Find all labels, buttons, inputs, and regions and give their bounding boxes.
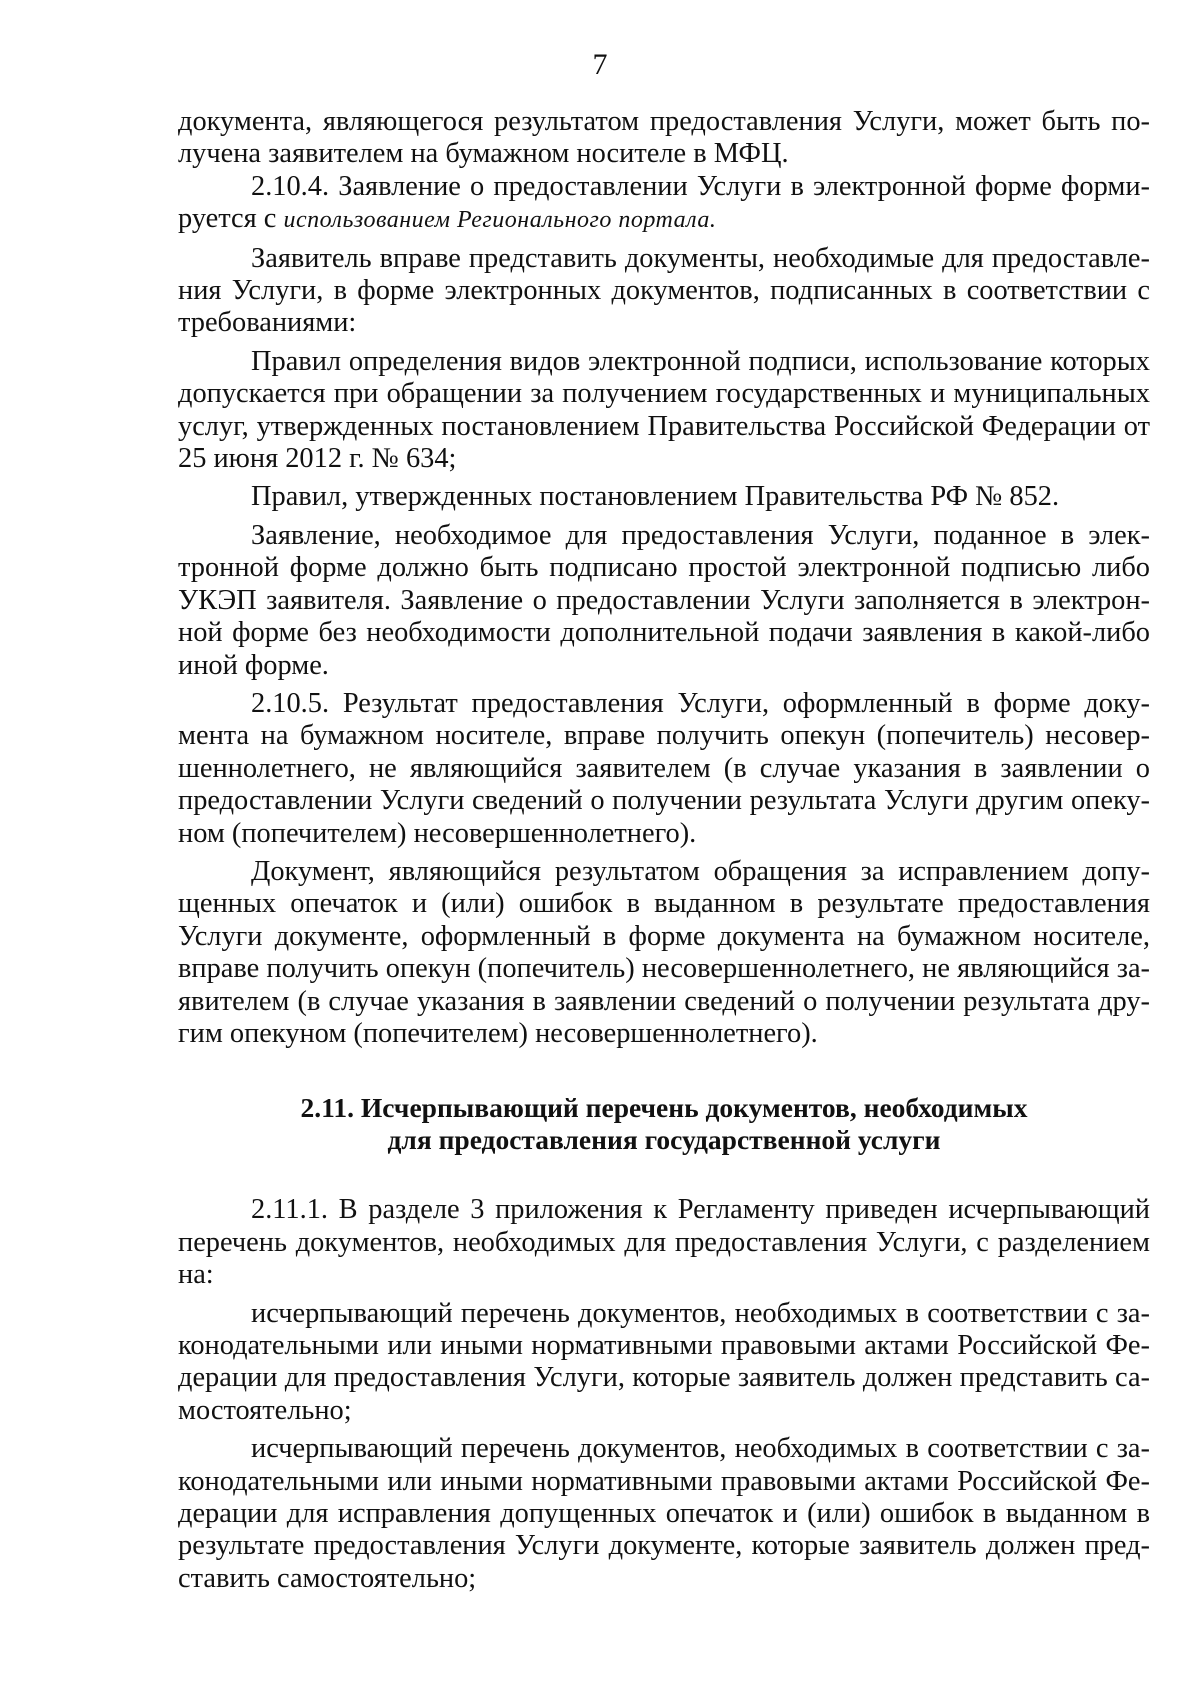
section-heading-line-1: 2.11. Исчерпывающий перечень документов, необходимых (300, 1092, 1028, 1124)
paragraph-rules-852: Правил, утвержденных постановлением Правительства РФ № 852. (251, 481, 1060, 513)
paragraph-applicant-right: Заявитель вправе представить документы, необходимые для предоставле-ния Услуги, в форме электронных документов, подписанных в соответствии с требованиями: (178, 242, 1150, 339)
section-heading-line-2: для предоставления государственной услуги (387, 1124, 941, 1156)
paragraph-continuation: документа, являющегося результатом предоставления Услуги, может быть по-лучена заявителем на бумажном носителе в МФЦ. (178, 106, 1150, 170)
list-item-documents-for-correction: исчерпывающий перечень документов, необходимых в соответствии с за-конодательными или иными нормативными правовыми актами Российской Фе-дерации для исправления допущенных опечаток и (или) ошибок в выданном в результате предоставления Услуги документе, которые заявитель должен пред-ставить самостоятельно; (178, 1433, 1150, 1594)
paragraph-2-10-4-italic: использованием Регионального портала. (283, 207, 717, 234)
paragraph-2-10-5: 2.10.5. Результат предоставления Услуги, оформленный в форме доку-мента на бумажном носителе, вправе получить опекун (попечитель) несовер-шеннолетнего, не являющийся заявителем (в случае указания в заявлении о предоставлении Услуги сведений о получении результата Услуги другим опеку-ном (попечителем) несовершеннолетнего). (178, 687, 1150, 849)
paragraph-2-10-4-text: 2.10.4. Заявление о предоставлении Услуги в электронной форме форми-руется с (178, 170, 1150, 235)
section-heading-2-11 (178, 1092, 1150, 1156)
paragraph-correction-document: Документ, являющийся результатом обращения за исправлением допу-щенных опечаток и (или) ошибок в выданном в результате предоставления Услуги документе, оформленный в форме документа на бумажном носителе, вправе получить опекун (попечитель) несовершеннолетнего, не являющийся за-явителем (в случае указания в заявлении сведений о получении результата дру-гим опекуном (попечителем) несовершеннолетнего). (178, 855, 1150, 1049)
paragraph-application-signature: Заявление, необходимое для предоставления Услуги, поданное в элек-тронной форме должно быть подписано простой электронной подписью либо УКЭП заявителя. Заявление о предоставлении Услуги заполняется в электрон-ной форме без необходимости дополнительной подачи заявления в какой-либо иной форме. (178, 519, 1150, 681)
document-body (178, 106, 1150, 1595)
paragraph-rules-634: Правил определения видов электронной подписи, использование которых допускается при обращении за получением государственных и муниципальных услуг, утвержденных постановлением Правительства Российской Федерации от 25 июня 2012 г. № 634; (178, 345, 1150, 475)
list-item-documents-for-service: исчерпывающий перечень документов, необходимых в соответствии с за-конодательными или иными нормативными правовыми актами Российской Фе-дерации для предоставления Услуги, которые заявитель должен представить са-мостоятельно; (178, 1297, 1150, 1426)
paragraph-2-11-1: 2.11.1. В разделе 3 приложения к Регламенту приведен исчерпывающий перечень документов, необходимых для предоставления Услуги, с разделением на: (178, 1194, 1150, 1291)
paragraph-2-10-4 (178, 171, 1150, 237)
page-number: 7 (592, 48, 608, 81)
